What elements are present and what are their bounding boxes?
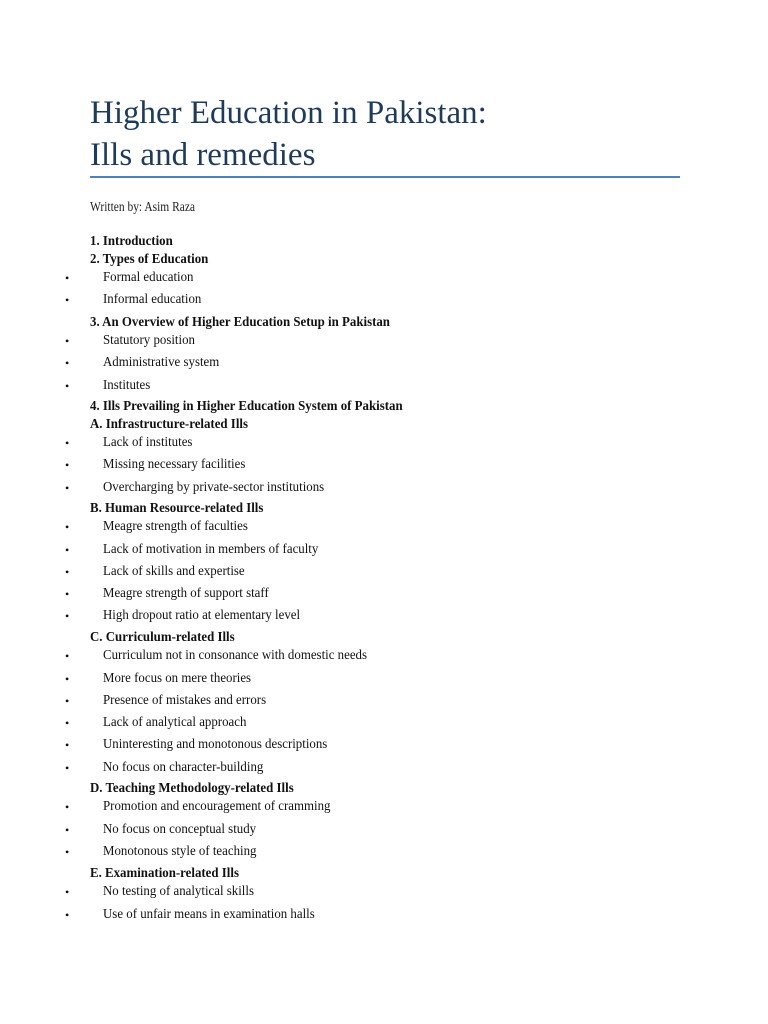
section-heading: D. Teaching Methodology-related Ills <box>90 781 294 796</box>
bullet-icon: • <box>65 738 70 752</box>
list-item: Administrative system <box>103 355 220 370</box>
title-divider <box>90 176 680 178</box>
list-item: Use of unfair means in examination halls <box>103 907 315 922</box>
section-heading: E. Examination-related Ills <box>90 866 239 881</box>
bullet-icon: • <box>65 520 70 534</box>
bullet-icon: • <box>65 908 70 922</box>
list-item: Lack of institutes <box>103 435 193 450</box>
title-line-2: Ills and remedies <box>90 137 316 173</box>
bullet-icon: • <box>65 672 70 686</box>
list-item: Lack of analytical approach <box>103 715 247 730</box>
list-item: Monotonous style of teaching <box>103 844 257 859</box>
section-heading: A. Infrastructure-related Ills <box>90 417 248 432</box>
bullet-icon: • <box>65 379 70 393</box>
list-item: Statutory position <box>103 333 195 348</box>
list-item: Meagre strength of support staff <box>103 586 269 601</box>
bullet-icon: • <box>65 716 70 730</box>
list-item: Curriculum not in consonance with domestic needs <box>103 648 367 663</box>
list-item: Meagre strength of faculties <box>103 519 248 534</box>
list-item: Lack of motivation in members of faculty <box>103 542 319 557</box>
list-item: More focus on mere theories <box>103 671 252 686</box>
bullet-icon: • <box>65 458 70 472</box>
list-item: High dropout ratio at elementary level <box>103 608 301 623</box>
bullet-icon: • <box>65 885 70 899</box>
author-line: Written by: Asim Raza <box>90 199 196 214</box>
section-heading: 3. An Overview of Higher Education Setup in Pakistan <box>90 315 390 330</box>
section-heading: B. Human Resource-related Ills <box>90 501 264 516</box>
bullet-icon: • <box>65 649 70 663</box>
section-heading: 2. Types of Education <box>90 252 209 267</box>
bullet-icon: • <box>65 761 70 775</box>
list-item: Informal education <box>103 292 202 307</box>
list-item: Overcharging by private-sector institutions <box>103 480 325 495</box>
list-item: Uninteresting and monotonous descriptions <box>103 737 328 752</box>
list-item: Institutes <box>103 378 151 393</box>
list-item: No focus on character-building <box>103 760 264 775</box>
list-item: No testing of analytical skills <box>103 884 254 899</box>
section-heading: C. Curriculum-related Ills <box>90 630 235 645</box>
bullet-icon: • <box>65 436 70 450</box>
list-item: Formal education <box>103 270 194 285</box>
bullet-icon: • <box>65 543 70 557</box>
bullet-icon: • <box>65 823 70 837</box>
title-line-1: Higher Education in Pakistan: <box>90 95 487 131</box>
bullet-icon: • <box>65 565 70 579</box>
bullet-icon: • <box>65 694 70 708</box>
bullet-icon: • <box>65 587 70 601</box>
list-item: Promotion and encouragement of cramming <box>103 799 331 814</box>
section-heading: 4. Ills Prevailing in Higher Education System of Pakistan <box>90 399 403 414</box>
list-item: Missing necessary facilities <box>103 457 246 472</box>
list-item: Presence of mistakes and errors <box>103 693 267 708</box>
bullet-icon: • <box>65 609 70 623</box>
bullet-icon: • <box>65 845 70 859</box>
bullet-icon: • <box>65 481 70 495</box>
section-heading: 1. Introduction <box>90 234 173 249</box>
bullet-icon: • <box>65 271 70 285</box>
bullet-icon: • <box>65 356 70 370</box>
list-item: No focus on conceptual study <box>103 822 257 837</box>
bullet-icon: • <box>65 334 70 348</box>
document-title <box>90 92 690 176</box>
list-item: Lack of skills and expertise <box>103 564 245 579</box>
bullet-icon: • <box>65 293 70 307</box>
bullet-icon: • <box>65 800 70 814</box>
